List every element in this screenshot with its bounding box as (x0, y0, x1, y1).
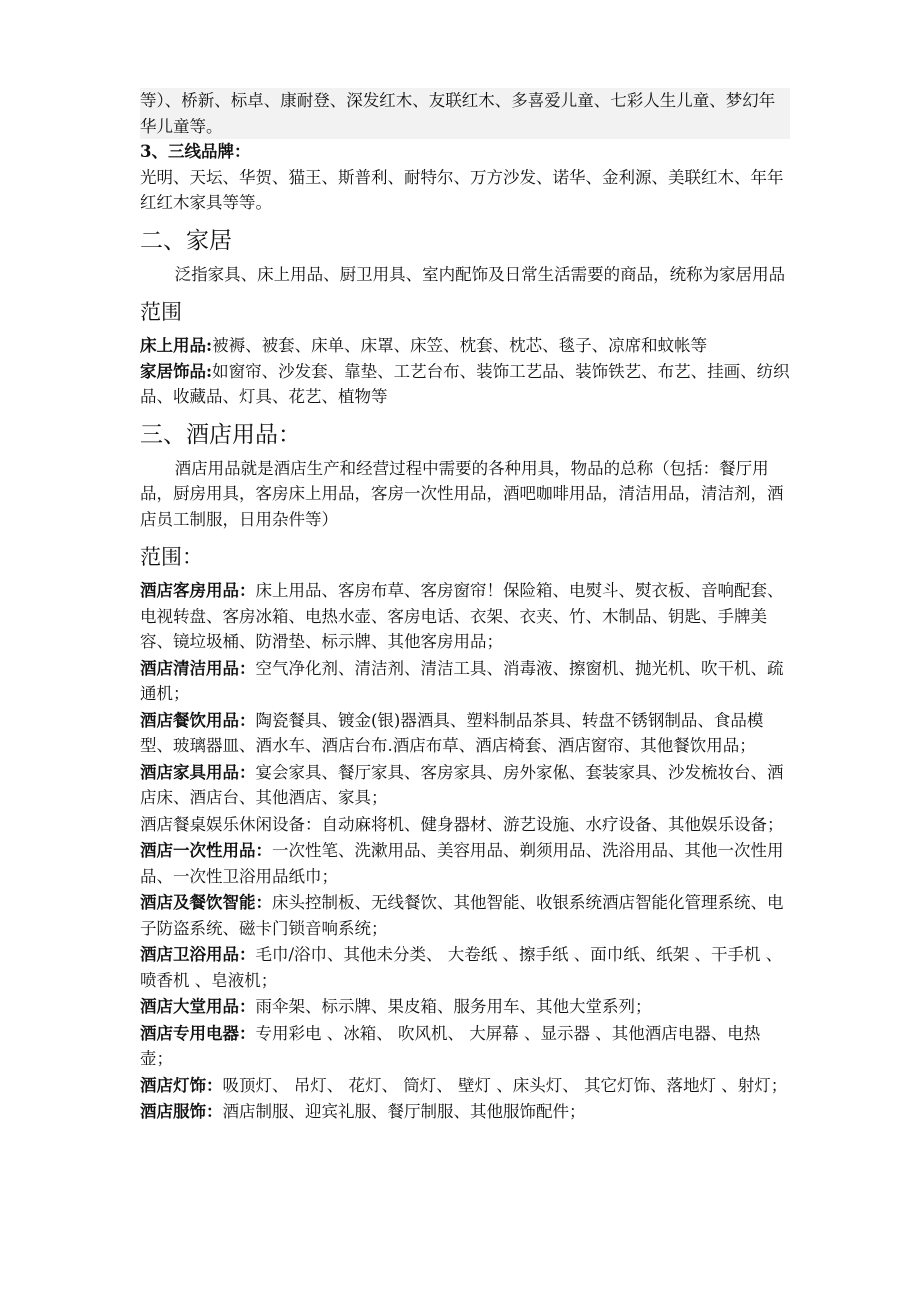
brand3-heading: 3、三线品牌： (140, 142, 251, 161)
item-text: 如窗帘、沙发套、靠垫、工艺台布、装饰工艺品、装饰铁艺、布艺、挂画、纺织品、收藏品、灯具、花艺、植物等 (140, 361, 790, 406)
item-text: 毛巾/浴巾、其他未分类、 大卷纸 、擦手纸 、面巾纸、纸架 、干手机 、喷香机 、皂液机； (140, 945, 783, 990)
item-text: 床上用品、客房布草、客房窗帘！保险箱、电熨斗、熨衣板、音响配套、电视转盘、客房冰箱、电热水壶、客房电话、衣架、衣夹、竹、木制品、钥匙、手牌美容、镜垃圾桶、防滑垫、标示牌、其他客房用品； (140, 581, 784, 651)
item-label: 酒店客房用品： (140, 581, 256, 600)
item-label: 酒店专用电器： (140, 1023, 256, 1043)
item-label: 家居饰品: (140, 361, 213, 381)
item-text: 专用彩电 、冰箱、 吹风机、 大屏幕 、显示器 、其他酒店电器、电热壶； (140, 1023, 761, 1068)
list-item (140, 656, 790, 707)
list-item (140, 578, 790, 655)
section-home-intro: 泛指家具、床上用品、厨卫用具、室内配饰及日常生活需要的商品，统称为家居用品 (174, 264, 786, 284)
brand2-continuation-text: 等）、桥新、标卓、康耐登、深发红木、友联红木、多喜爱儿童、七彩人生儿童、梦幻年华儿童等。 (140, 88, 790, 139)
item-label: 酒店灯饰： (140, 1075, 223, 1095)
list-item (140, 708, 790, 759)
section-home-items (140, 333, 790, 410)
item-text: 空气净化剂、清洁剂、清洁工具、消毒液、擦窗机、抛光机、吹干机、疏通机； (140, 658, 784, 703)
item-text: 陶瓷餐具、镀金(银)器酒具、塑料制品茶具、转盘不锈钢制品、食品模型、玻璃器皿、酒水车、酒店台布.酒店布草、酒店椅套、酒店窗帘、其他餐饮用品； (140, 710, 764, 755)
item-text: 酒店餐桌娱乐休闲设备：自动麻将机、健身器材、游艺设施、水疗设备、其他娱乐设备； (140, 814, 784, 834)
section-home-heading: 二、家居 (140, 227, 232, 254)
list-item (140, 760, 790, 811)
list-item (140, 942, 790, 993)
list-item (140, 359, 790, 410)
list-item (140, 812, 790, 838)
item-text: 床头控制板、无线餐饮、其他智能、收银系统酒店智能化管理系统、电子防盗系统、磁卡门锁音响系统； (140, 893, 784, 938)
item-label: 酒店家具用品： (140, 762, 256, 782)
item-label: 酒店服饰： (140, 1102, 223, 1121)
item-text: 酒店制服、迎宾礼服、餐厅制服、其他服饰配件； (222, 1102, 586, 1121)
list-item (140, 890, 790, 941)
item-text: 宴会家具、餐厅家具、客房家具、房外家俬、套装家具、沙发梳妆台、酒店床、酒店台、其他酒店、家具； (140, 762, 784, 807)
list-item (140, 1073, 790, 1099)
section-hotel-items (140, 578, 790, 1125)
list-item (140, 838, 790, 889)
section-hotel-scope-heading: 范围： (140, 545, 203, 569)
item-text: 一次性笔、洗漱用品、美容用品、剃须用品、洗浴用品、其他一次性用品、一次性卫浴用品纸巾； (140, 841, 784, 886)
section-hotel-heading: 三、酒店用品： (140, 421, 301, 448)
item-text: 被褥、被套、床单、床罩、床笠、枕套、枕芯、毯子、凉席和蚊帐等 (212, 336, 708, 355)
section-hotel-intro: 酒店用品就是酒店生产和经营过程中需要的各种用具，物品的总称（包括：餐厅用品，厨房用具，客房床上用品，客房一次性用品，酒吧咖啡用品，清洁用品，清洁剂，酒店员工制服，日用杂件等） (140, 458, 784, 529)
item-label: 酒店及餐饮智能： (140, 893, 272, 912)
list-item (140, 1099, 790, 1125)
item-label: 酒店大堂用品： (140, 997, 256, 1016)
document-page (140, 88, 790, 1126)
item-label: 酒店一次性用品： (140, 841, 272, 860)
item-text: 吸顶灯、 吊灯、 花灯、 筒灯、 壁灯 、床头灯、 其它灯饰、落地灯 、射灯； (222, 1075, 788, 1095)
item-label: 酒店清洁用品： (140, 658, 256, 678)
item-label: 酒店卫浴用品： (140, 945, 256, 964)
item-text: 雨伞架、标示牌、果皮箱、服务用车、其他大堂系列； (255, 997, 652, 1016)
section-home-scope-heading: 范围 (140, 300, 182, 324)
item-label: 床上用品: (140, 336, 213, 355)
list-item (140, 994, 790, 1020)
item-label: 酒店餐饮用品： (140, 710, 256, 730)
list-item (140, 333, 790, 359)
list-item (140, 1021, 790, 1072)
brand3-text: 光明、天坛、华贺、猫王、斯普利、耐特尔、万方沙发、诺华、金利源、美联红木、年年红红木家具等等。 (140, 167, 784, 212)
